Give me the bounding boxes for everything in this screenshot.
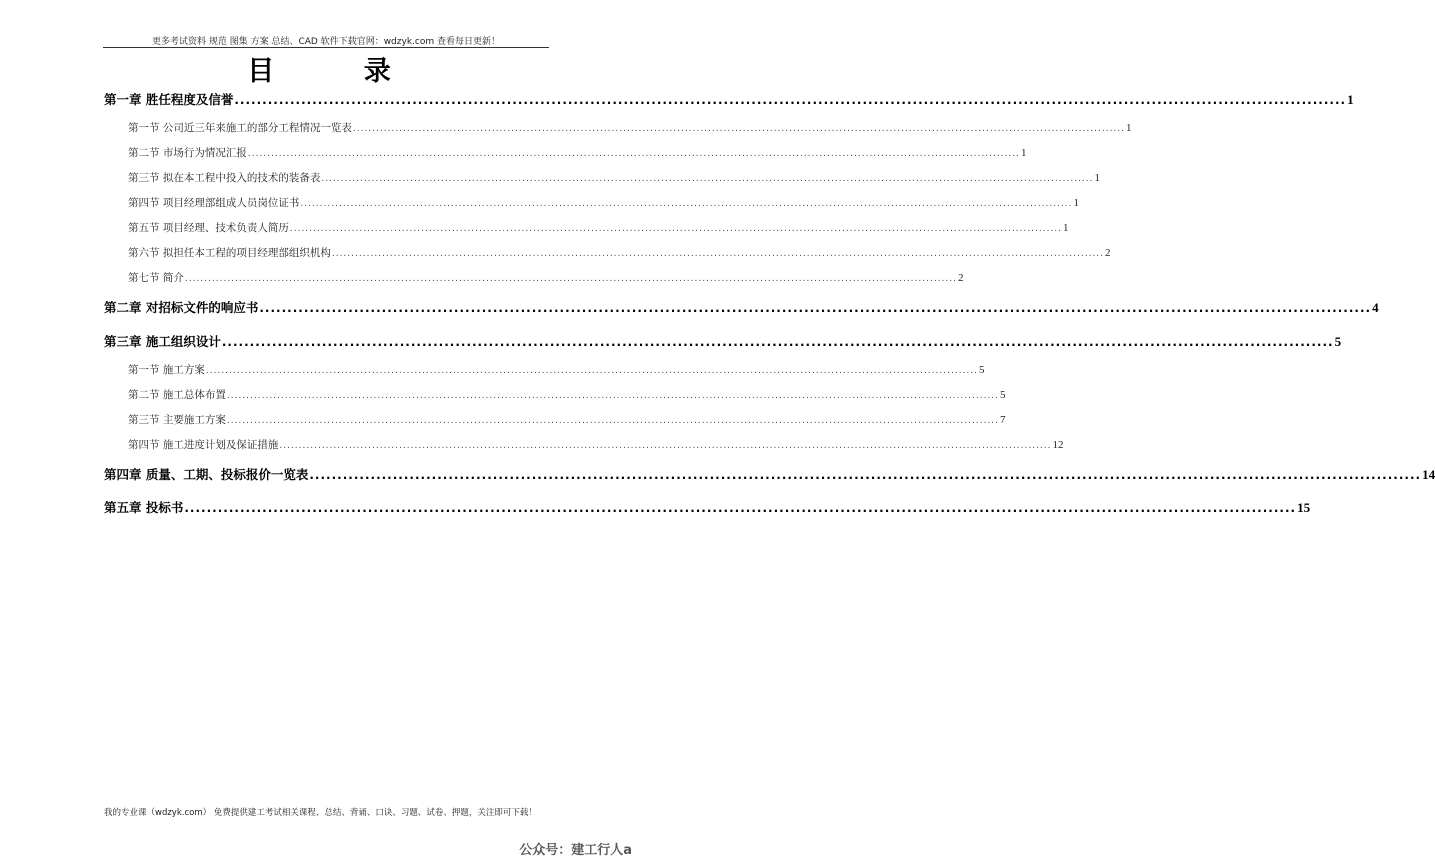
toc-page-number: 7 xyxy=(1000,414,1006,426)
toc-entry-label: 第五节 项目经理、技术负责人简历 xyxy=(128,222,289,234)
toc-dot-leader: ........................................................................................................................................................................................................ xyxy=(184,501,1297,515)
toc-title: 目 录 xyxy=(247,56,431,87)
toc-page-number: 12 xyxy=(1052,439,1064,451)
toc-section-entry[interactable] xyxy=(128,362,985,377)
toc-chapter-entry[interactable] xyxy=(104,332,1342,350)
toc-page-number: 5 xyxy=(1000,389,1006,401)
page-footer: 我的专业课（wdzyk.com） 免费提供建工考试相关课程、总结、背诵、口诀、习题、试卷、押题，关注即可下载！ xyxy=(104,808,537,818)
toc-dot-leader: ........................................................................................................................................................................................................ xyxy=(259,301,1372,315)
toc-section-entry[interactable] xyxy=(128,145,1027,160)
toc-chapter-entry[interactable] xyxy=(104,298,1379,316)
toc-dot-leader: ........................................................................................................................................................................................................ xyxy=(309,468,1422,482)
toc-entry-label: 第七节 简介 xyxy=(128,272,184,284)
toc-dot-leader: ........................................................................................................................................................................................................ xyxy=(221,335,1334,349)
watermark-text: 公众号：建工行人a xyxy=(519,843,632,858)
toc-page-number: 1 xyxy=(1073,197,1080,209)
toc-entry-label: 第三节 拟在本工程中投入的技术的装备表 xyxy=(128,172,321,184)
toc-dot-leader: ........................................................................................................................................................................................................ xyxy=(352,124,1126,134)
toc-dot-leader: ........................................................................................................................................................................................................ xyxy=(234,93,1347,107)
toc-entry-label: 第二节 施工总体布置 xyxy=(128,389,226,401)
toc-dot-leader: ........................................................................................................................................................................................................ xyxy=(321,174,1094,184)
toc-page-number: 1 xyxy=(1347,92,1354,107)
toc-section-entry[interactable] xyxy=(128,120,1132,135)
toc-page-number: 1 xyxy=(1126,122,1132,134)
toc-section-entry[interactable] xyxy=(128,270,964,285)
toc-entry-label: 第四节 施工进度计划及保证措施 xyxy=(128,439,279,451)
toc-chapter-entry[interactable] xyxy=(104,90,1354,108)
toc-entry-label: 第一节 施工方案 xyxy=(128,364,205,376)
toc-dot-leader: ........................................................................................................................................................................................................ xyxy=(226,416,1000,426)
toc-section-entry[interactable] xyxy=(128,195,1080,210)
toc-entry-label: 第六节 拟担任本工程的项目经理部组织机构 xyxy=(128,247,331,259)
toc-section-entry[interactable] xyxy=(128,412,1006,427)
toc-entry-label: 第四节 项目经理部组成人员岗位证书 xyxy=(128,197,300,209)
toc-entry-label: 第二章 对招标文件的响应书 xyxy=(104,300,259,315)
toc-page-number: 4 xyxy=(1372,300,1379,315)
toc-page-number: 15 xyxy=(1297,500,1311,515)
toc-dot-leader: ........................................................................................................................................................................................................ xyxy=(247,149,1021,159)
toc-section-entry[interactable] xyxy=(128,387,1006,402)
toc-dot-leader: ........................................................................................................................................................................................................ xyxy=(226,391,1000,401)
toc-section-entry[interactable] xyxy=(128,437,1064,452)
toc-entry-label: 第三节 主要施工方案 xyxy=(128,414,226,426)
toc-chapter-entry[interactable] xyxy=(104,498,1311,516)
toc-page-number: 1 xyxy=(1021,147,1027,159)
toc-entry-label: 第五章 投标书 xyxy=(104,500,184,515)
toc-entry-label: 第二节 市场行为情况汇报 xyxy=(128,147,247,159)
toc-page-number: 2 xyxy=(958,272,964,284)
toc-section-entry[interactable] xyxy=(128,220,1069,235)
toc-chapter-entry[interactable] xyxy=(104,465,1435,483)
toc-page-number: 5 xyxy=(1334,334,1342,349)
toc-page-number: 1 xyxy=(1094,172,1101,184)
page-header: 更多考试资料 规范 图集 方案 总结、CAD 软件下载官网：wdzyk.com 查看每日更新！ xyxy=(152,37,500,47)
toc-page-number: 2 xyxy=(1105,247,1111,259)
toc-page-number: 14 xyxy=(1422,467,1435,482)
toc-dot-leader: ........................................................................................................................................................................................................ xyxy=(279,441,1052,451)
toc-dot-leader: ........................................................................................................................................................................................................ xyxy=(331,249,1105,259)
toc-dot-leader: ........................................................................................................................................................................................................ xyxy=(289,224,1063,234)
toc-entry-label: 第三章 施工组织设计 xyxy=(104,334,221,349)
toc-entry-label: 第四章 质量、工期、投标报价一览表 xyxy=(104,467,309,482)
toc-dot-leader: ........................................................................................................................................................................................................ xyxy=(184,274,958,284)
toc-dot-leader: ........................................................................................................................................................................................................ xyxy=(300,199,1073,209)
toc-page-number: 5 xyxy=(979,364,985,376)
toc-page-number: 1 xyxy=(1063,222,1069,234)
toc-dot-leader: ........................................................................................................................................................................................................ xyxy=(205,366,979,376)
toc-section-entry[interactable] xyxy=(128,170,1101,185)
toc-section-entry[interactable] xyxy=(128,245,1111,260)
header-rule xyxy=(103,47,549,48)
toc-entry-label: 第一节 公司近三年来施工的部分工程情况一览表 xyxy=(128,122,352,134)
toc-entry-label: 第一章 胜任程度及信誉 xyxy=(104,92,234,107)
